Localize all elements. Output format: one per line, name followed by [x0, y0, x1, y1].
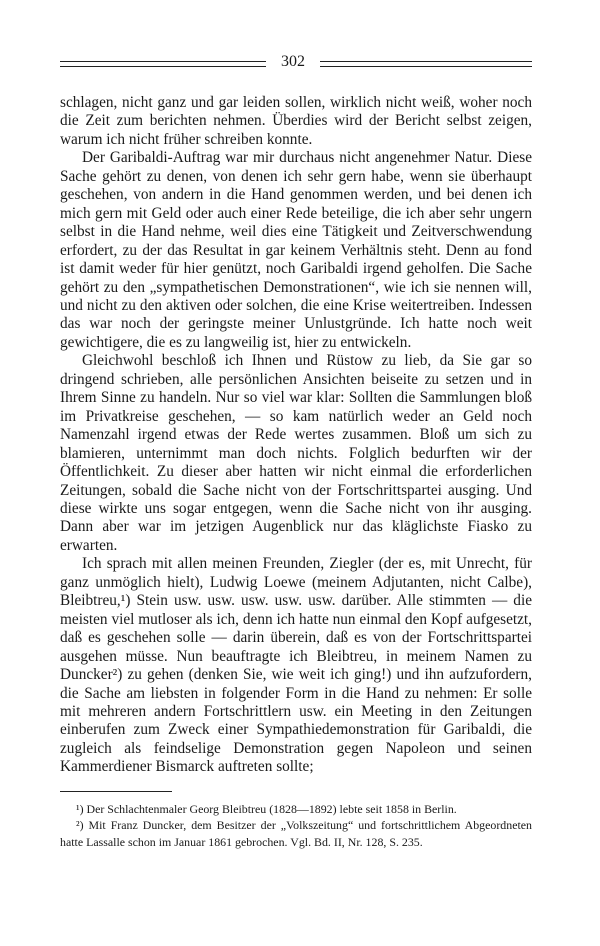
footnotes	[60, 801, 532, 850]
paragraph: Der Garibaldi-Auftrag war mir durchaus nicht angenehmer Natur. Diese Sache gehört zu denen, von denen ich sehr gern habe, wenn sie überhaupt geschehen, von andern in die Hand genommen werden, und bei denen ich mich gern mit Geld oder auch einer Rede beteilige, die ich aber sehr ungern selbst in die Hand nehme, weil dies eine Tätigkeit und Zeitverschwendung erfordert, zu der das Resultat in gar keinem Verhältnis steht. Denn au fond ist damit weder für hier genützt, noch Garibaldi irgend geholfen. Die Sache gehört zu den „sympathetischen Demonstrationen“, wie ich sie nennen will, und nicht zu den aktiven oder solchen, die eine Krise weitertreiben. Indessen das war noch der geringste meiner Unlustgründe. Ich hatte noch weit gewichtigere, die es zu langweilig ist, hier zu entwickeln.	[60, 149, 532, 351]
body-text	[60, 94, 532, 777]
paragraph: Gleichwohl beschloß ich Ihnen und Rüstow zu lieb, da Sie gar so dringend schrieben, alle persönlichen Ansichten beiseite zu setzen und in Ihrem Sinne zu handeln. Nur so viel war klar: Sollten die Sammlungen bloß im Privatkreise geschehen, — so kam natürlich weder an Geld noch Namenzahl irgend etwas der Rede wertes zusammen. Bloß um sich zu blamieren, unternimmt man doch nichts. Folglich bedurften wir der Öffentlichkeit. Zu dieser aber hatten wir nicht einmal die erforderlichen Zeitungen, sobald die Sache nicht von der Fortschrittspartei ausging. Und diese wirkte uns sogar entgegen, wenn die Sache nicht von ihr ausging. Dann aber war im jetzigen Augenblick nur das kläglichste Fiasko zu erwarten.	[60, 352, 532, 554]
paragraph: Ich sprach mit allen meinen Freunden, Ziegler (der es, mit Unrecht, für ganz unmöglich hielt), Ludwig Loewe (meinem Adjutanten, nicht Calbe), Bleibtreu,¹) Stein usw. usw. usw. usw. usw. darüber. Alle stimmten — die meisten viel mutloser als ich, denn ich hatte nun einmal den Kopf aufgesetzt, daß es geschehen solle — darin überein, daß es von der Fortschrittspartei ausgehen müsse. Nun beauftragte ich Bleibtreu, in meinem Namen zu Duncker²) zu gehen (denken Sie, wie weit ich ging!) und ihn aufzufordern, die Sache am liebsten in folgender Form in die Hand zu nehmen: Er solle mit mehreren andern Fortschrittlern usw. ein Meeting in den Zeitungen einberufen zum Zweck einer Sympathiedemonstration für Garibaldi, die zugleich als feindselige Demonstration gegen Napoleon und seinen Kammerdiener Bismarck auftreten sollte;	[60, 555, 532, 776]
footnote: ²) Mit Franz Duncker, dem Besitzer der „Volkszeitung“ und fortschrittlichem Abgeordneten hatte Lassalle schon im Januar 1861 gebrochen. Vgl. Bd. II, Nr. 128, S. 235.	[60, 818, 532, 849]
footnote-rule	[60, 791, 172, 792]
page-number: 302	[281, 53, 305, 70]
header-rule-left	[60, 61, 266, 67]
header-rule-right	[320, 61, 532, 67]
page-header	[60, 52, 532, 80]
footnote: ¹) Der Schlachtenmaler Georg Bleibtreu (1828—1892) lebte seit 1858 in Berlin.	[76, 801, 457, 816]
paragraph: schlagen, nicht ganz und gar leiden sollen, wirklich nicht weiß, woher noch die Zeit zum berichten nehmen. Überdies wird der Bericht selbst zeigen, warum ich nicht früher schreiben konnte.	[60, 94, 532, 148]
book-page	[60, 52, 532, 850]
